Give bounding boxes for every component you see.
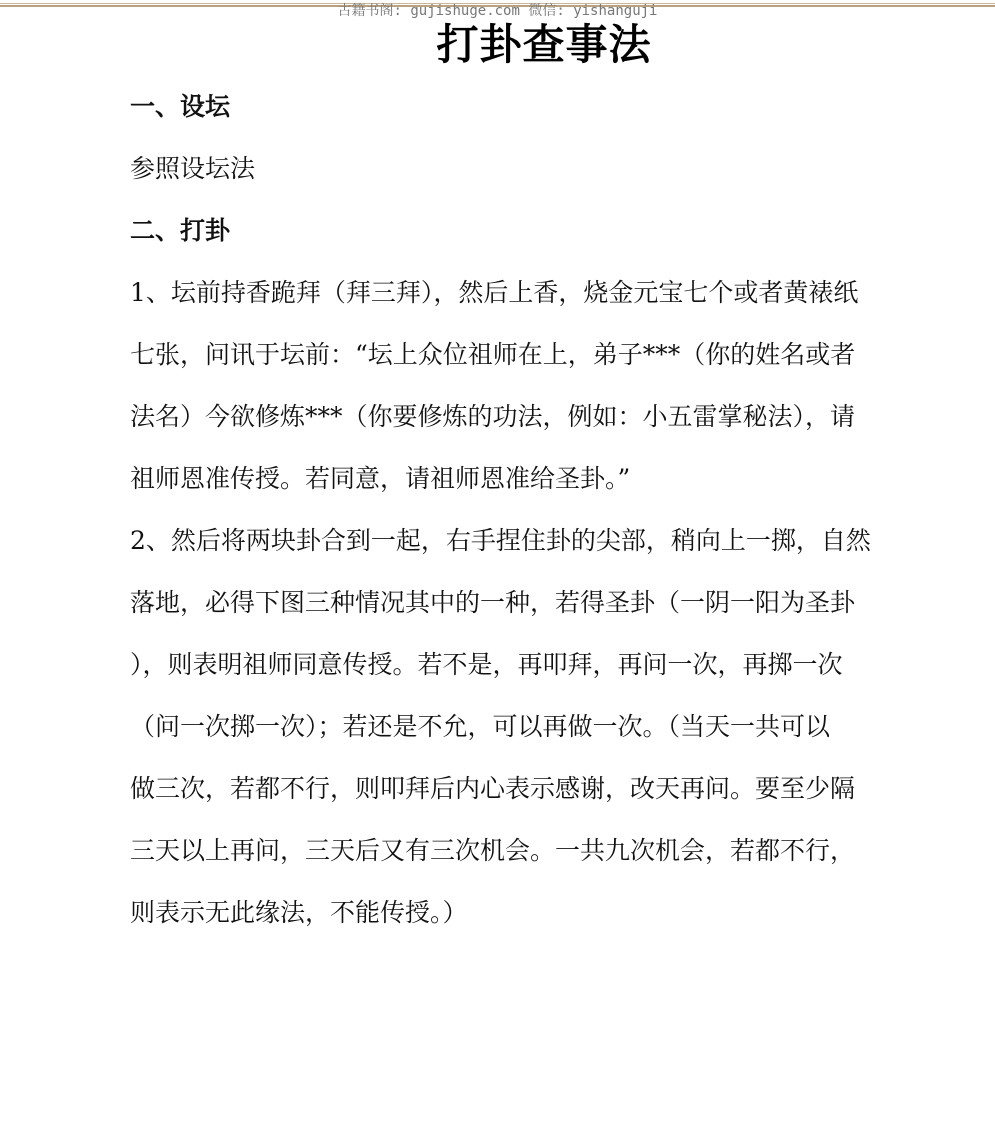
section-body-altar: 参照设坛法 bbox=[130, 154, 256, 183]
paragraph-line: ），则表明祖师同意传授。若不是，再叩拜，再问一次，再掷一次 bbox=[130, 650, 843, 679]
paragraph-step-2 bbox=[130, 510, 965, 944]
section-heading-altar: 一、设坛 bbox=[130, 92, 231, 121]
paragraph-line: 做三次，若都不行，则叩拜后内心表示感谢，改天再问。要至少隔 bbox=[130, 774, 856, 803]
paragraph-step-1 bbox=[130, 262, 965, 510]
paragraph-line: （问一次掷一次）；若还是不允，可以再做一次。（当天一共可以 bbox=[130, 712, 831, 741]
paragraph-line: 祖师恩准传授。若同意，请祖师恩准给圣卦。” bbox=[130, 464, 631, 493]
paragraph-line: 法名）今欲修炼***（你要修炼的功法，例如：小五雷掌秘法），请 bbox=[130, 402, 856, 431]
paragraph-line: 三天以上再问，三天后又有三次机会。一共九次机会，若都不行， bbox=[130, 836, 856, 865]
section-heading-divination: 二、打卦 bbox=[130, 216, 231, 245]
page-header-watermark: 古籍书阁: gujishuge.com 微信: yishanguji bbox=[337, 3, 658, 19]
paragraph-line: 2、然后将两块卦合到一起，右手捏住卦的尖部，稍向上一掷，自然 bbox=[130, 526, 871, 555]
paragraph-line: 落地，必得下图三种情况其中的一种，若得圣卦（一阴一阳为圣卦 bbox=[130, 588, 856, 617]
document-body bbox=[130, 76, 965, 944]
paragraph-line: 则表示无此缘法，不能传授。） bbox=[130, 898, 468, 927]
paragraph-line: 七张，问讯于坛前：“坛上众位祖师在上，弟子***（你的姓名或者 bbox=[130, 340, 856, 369]
paragraph-line: 1、坛前持香跪拜（拜三拜），然后上香，烧金元宝七个或者黄裱纸 bbox=[130, 278, 859, 307]
document-title: 打卦查事法 bbox=[436, 20, 652, 69]
